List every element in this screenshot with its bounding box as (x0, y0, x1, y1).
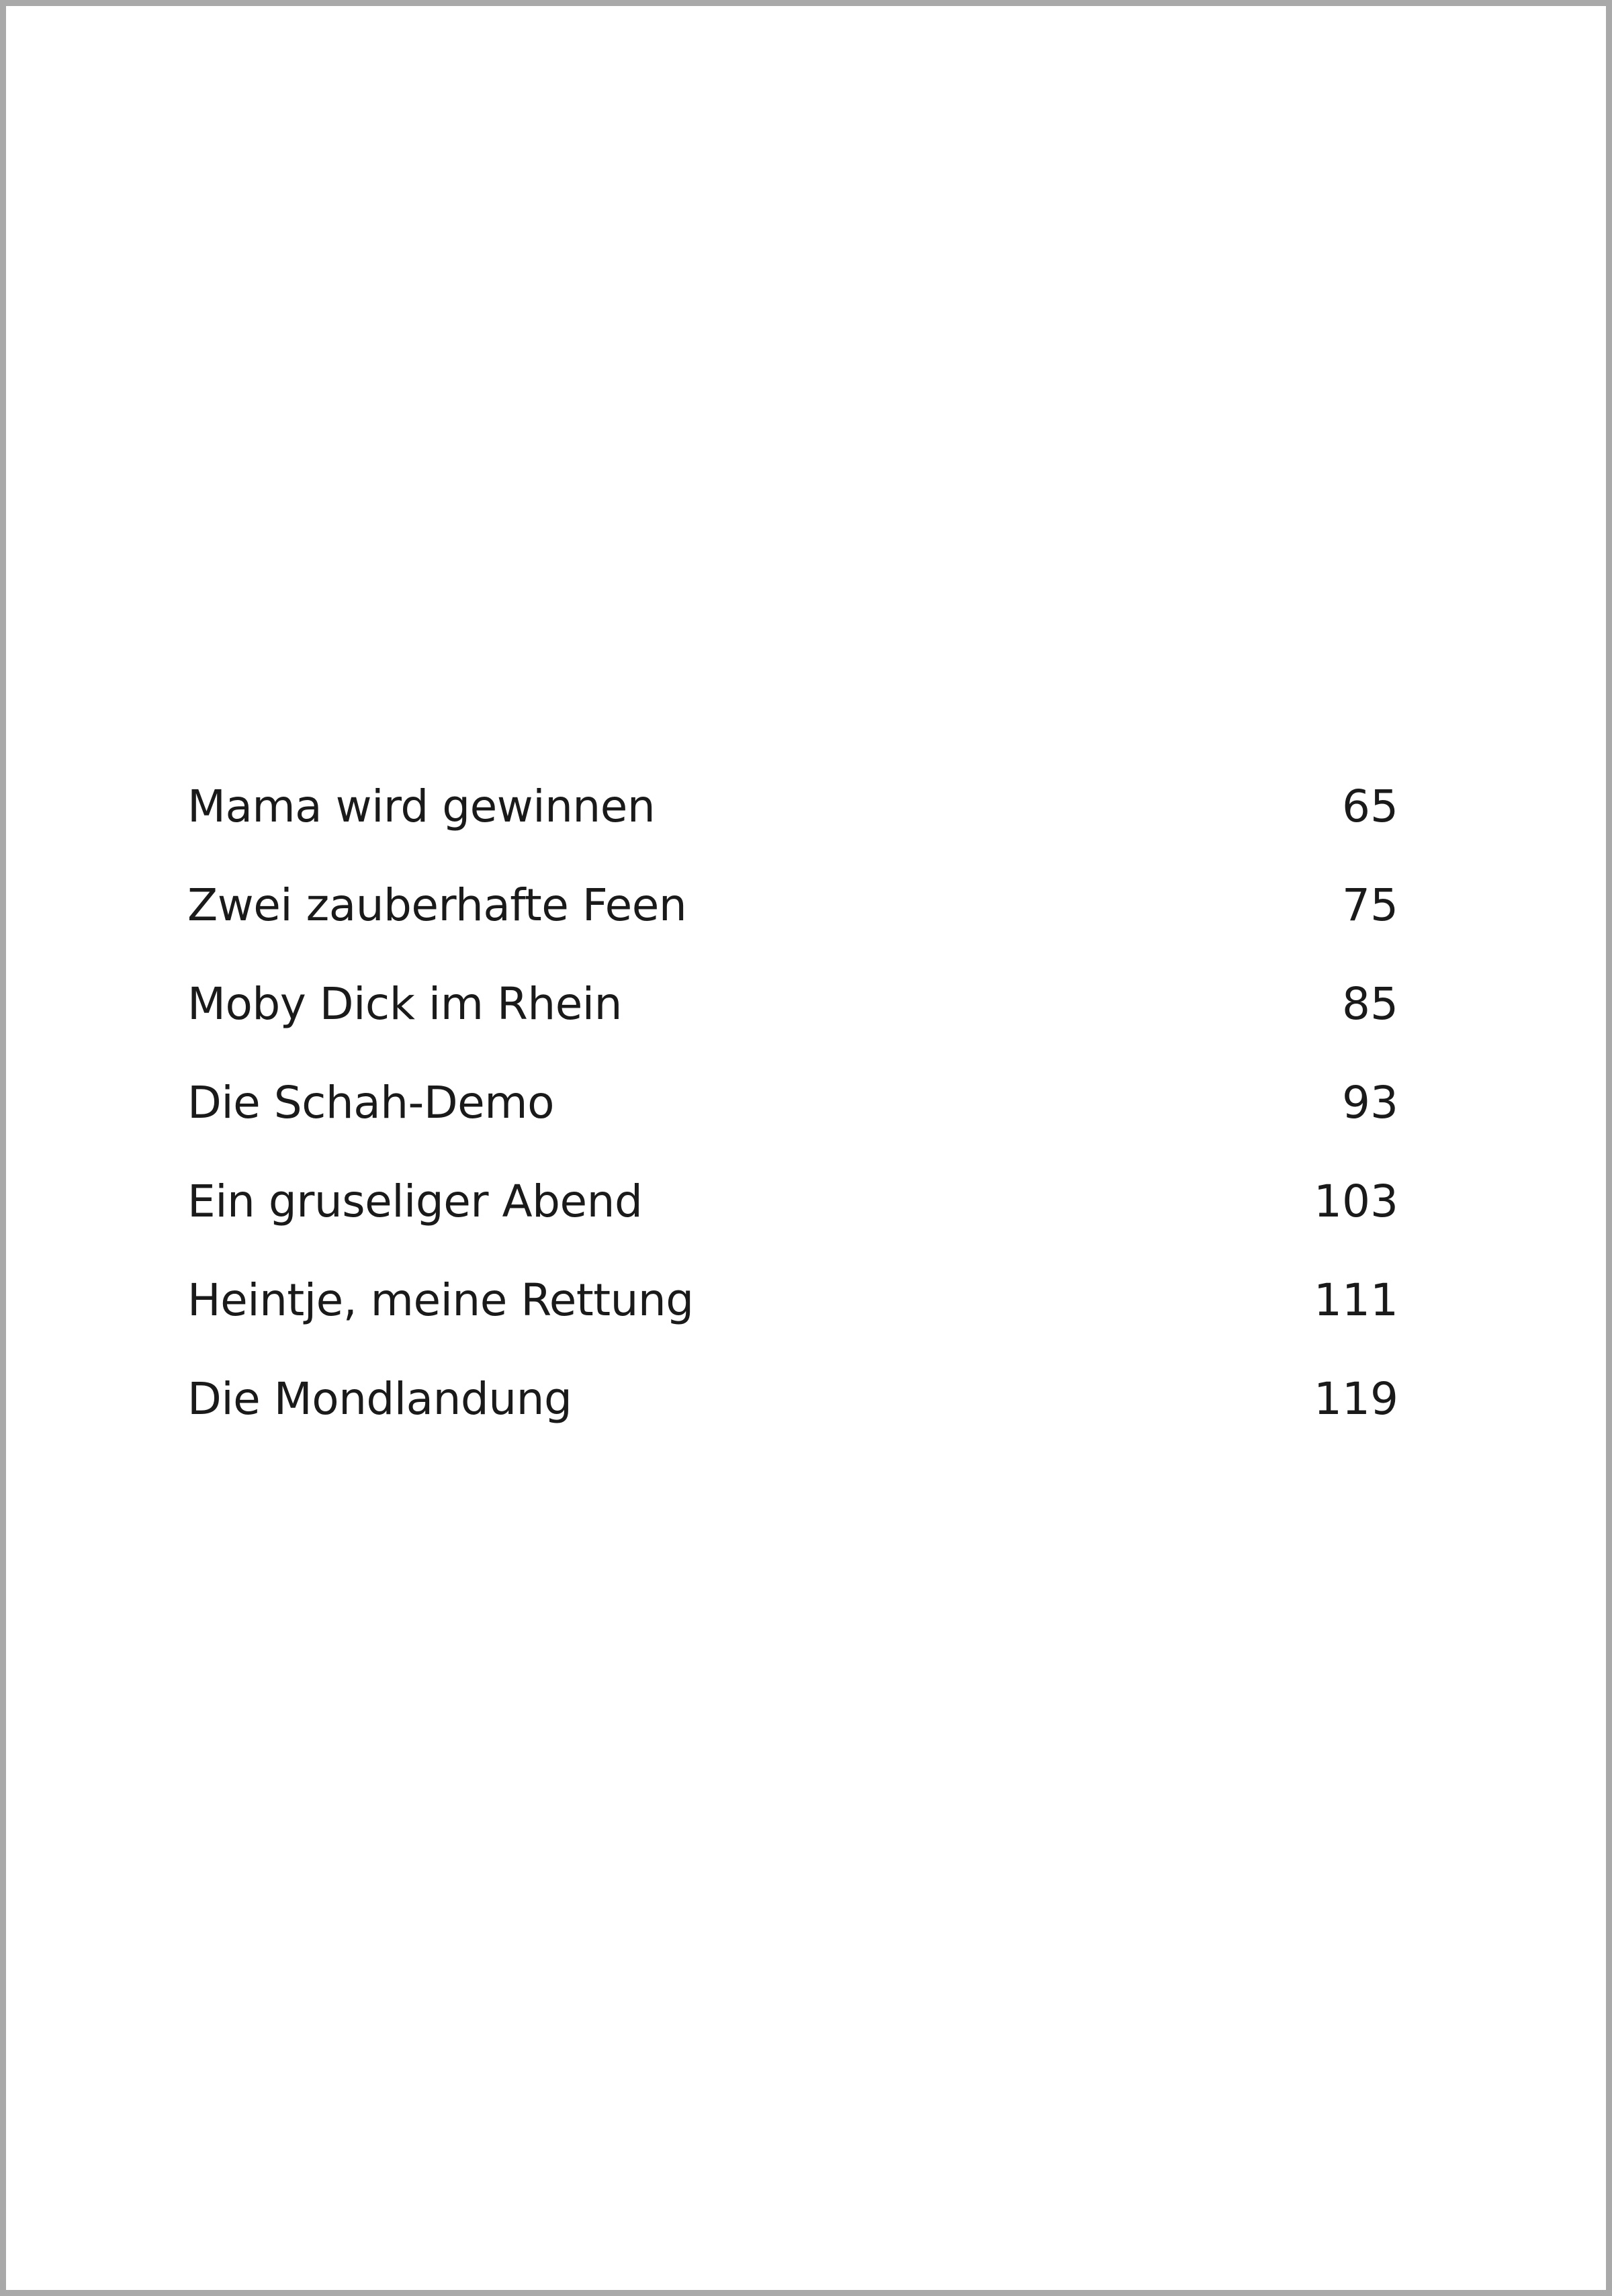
toc-entry-title: Heintje, meine Rettung (187, 1274, 694, 1326)
toc-entry (187, 1063, 1398, 1162)
toc-entry (187, 1162, 1398, 1261)
toc-entry-title: Zwei zauberhafte Feen (187, 879, 687, 931)
toc-entry-page-number: 65 (1342, 781, 1398, 832)
toc-entry-title: Mama wird gewinnen (187, 781, 656, 832)
toc-entry-page-number: 103 (1314, 1176, 1398, 1227)
toc-entry-page-number: 75 (1342, 879, 1398, 931)
toc-entry-title: Die Mondlandung (187, 1373, 572, 1425)
toc-entry-page-number: 111 (1314, 1274, 1398, 1326)
toc-entry (187, 767, 1398, 866)
toc-entry (187, 965, 1398, 1063)
table-of-contents (187, 767, 1398, 1458)
toc-entry-page-number: 119 (1314, 1373, 1398, 1425)
toc-entry (187, 1360, 1398, 1458)
toc-entry (187, 1261, 1398, 1360)
toc-entry-title: Ein gruseliger Abend (187, 1176, 643, 1227)
toc-entry (187, 866, 1398, 965)
toc-entry-title: Die Schah-Demo (187, 1077, 554, 1129)
toc-entry-title: Moby Dick im Rhein (187, 978, 622, 1030)
toc-entry-page-number: 85 (1342, 978, 1398, 1030)
toc-entry-page-number: 93 (1342, 1077, 1398, 1129)
